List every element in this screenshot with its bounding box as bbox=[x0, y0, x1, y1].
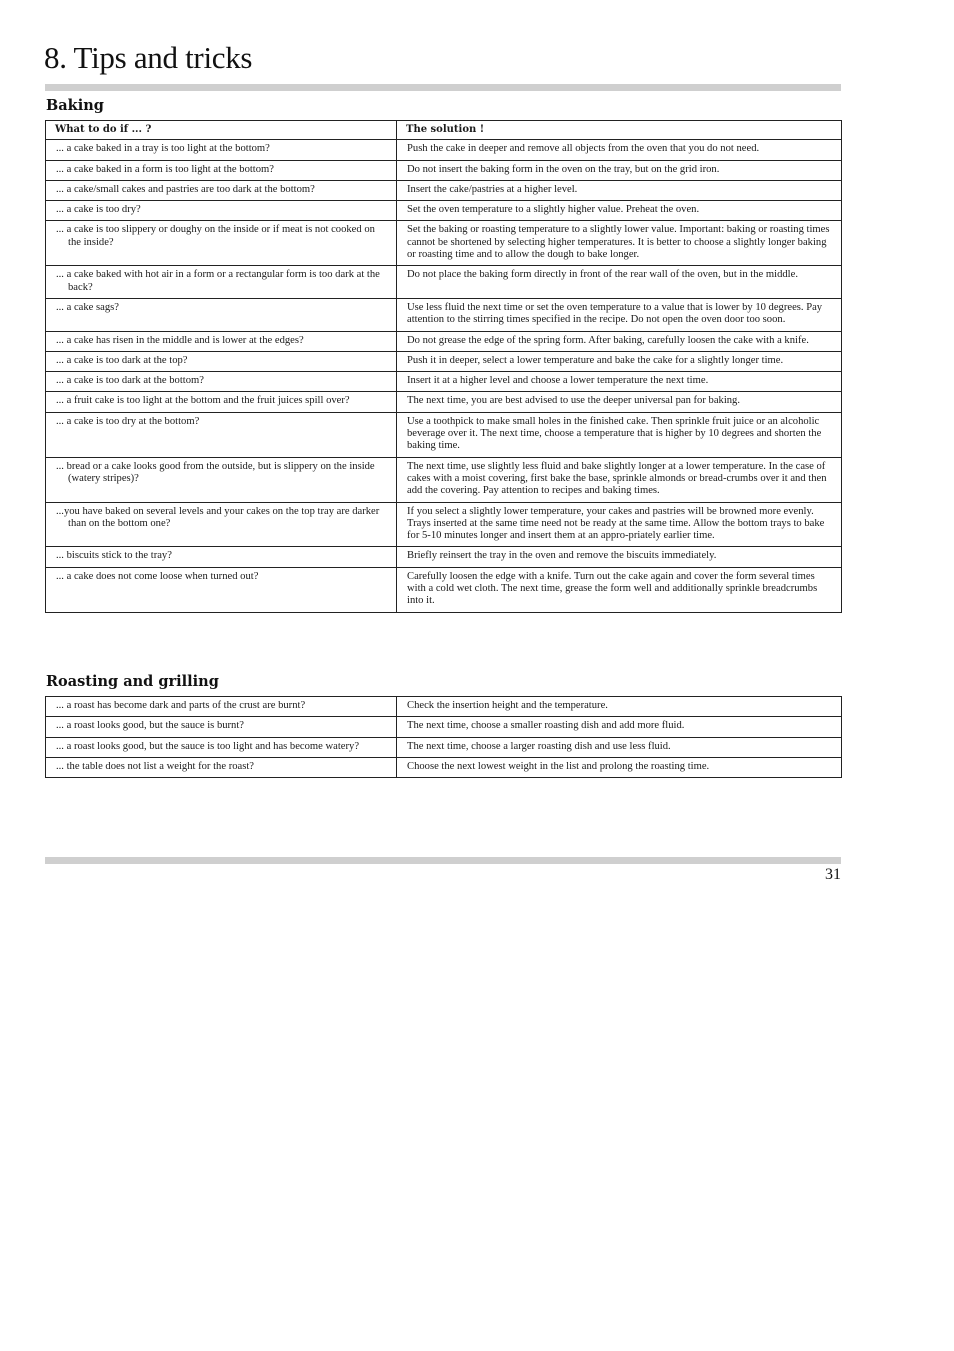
problem-text: ... a fruit cake is too light at the bottom and the fruit juices spill over? bbox=[56, 395, 350, 407]
solution-cell: Choose the next lowest weight in the list and prolong the roasting time. bbox=[397, 757, 842, 777]
problem-cell bbox=[46, 737, 397, 757]
problem-text: ... a cake baked in a tray is too light at the bottom? bbox=[56, 143, 270, 155]
problem-cell bbox=[46, 160, 397, 180]
solution-cell: Do not place the baking form directly in front of the rear wall of the oven, but in the middle. bbox=[397, 266, 842, 299]
solution-cell: Insert the cake/pastries at a higher level. bbox=[397, 180, 842, 200]
problem-cell bbox=[46, 298, 397, 331]
table-row bbox=[46, 180, 842, 200]
solution-cell: Carefully loosen the edge with a knife. Turn out the cake again and cover the form several times with a cold wet cloth. The next time, grease the form well and additionally sprinkle breadcrumbs into it. bbox=[397, 567, 842, 612]
table-row bbox=[46, 392, 842, 412]
problem-text: ... a cake/small cakes and pastries are too dark at the bottom? bbox=[56, 183, 315, 195]
baking-heading: Baking bbox=[46, 97, 104, 114]
table-header-row bbox=[46, 121, 842, 140]
problem-cell bbox=[46, 351, 397, 371]
table-row bbox=[46, 266, 842, 299]
roasting-table-body bbox=[46, 697, 842, 778]
problem-cell bbox=[46, 757, 397, 777]
solution-cell: Push the cake in deeper and remove all objects from the oven that you do not need. bbox=[397, 140, 842, 160]
problem-cell bbox=[46, 457, 397, 502]
problem-cell bbox=[46, 697, 397, 717]
problem-cell bbox=[46, 180, 397, 200]
solution-cell: The next time, choose a larger roasting dish and use less fluid. bbox=[397, 737, 842, 757]
solution-cell: The next time, choose a smaller roasting dish and add more fluid. bbox=[397, 717, 842, 737]
solution-cell: Push it in deeper, select a lower temperature and bake the cake for a slightly longer time. bbox=[397, 351, 842, 371]
table-row bbox=[46, 737, 842, 757]
problem-cell bbox=[46, 140, 397, 160]
page-number: 31 bbox=[825, 866, 841, 883]
problem-text: ... bread or a cake looks good from the outside, but is slippery on the inside (watery stripes)? bbox=[56, 460, 375, 484]
problem-text: ... the table does not list a weight for the roast? bbox=[56, 760, 254, 772]
footer-rule bbox=[45, 857, 841, 864]
solution-cell: Set the oven temperature to a slightly higher value. Preheat the oven. bbox=[397, 201, 842, 221]
problem-text: ... a cake baked in a form is too light at the bottom? bbox=[56, 163, 274, 175]
problem-text: ... a cake sags? bbox=[56, 301, 119, 313]
table-row bbox=[46, 412, 842, 457]
problem-text: ... a roast has become dark and parts of the crust are burnt? bbox=[56, 700, 306, 711]
problem-cell bbox=[46, 392, 397, 412]
solution-cell: Do not grease the edge of the spring form. After baking, carefully loosen the cake with a knife. bbox=[397, 331, 842, 351]
table-row bbox=[46, 547, 842, 567]
problem-cell bbox=[46, 331, 397, 351]
problem-text: ... a cake has risen in the middle and is lower at the edges? bbox=[56, 334, 304, 346]
solution-cell: Insert it at a higher level and choose a lower temperature the next time. bbox=[397, 372, 842, 392]
table-row bbox=[46, 221, 842, 266]
problem-text: ... a cake does not come loose when turned out? bbox=[56, 570, 259, 582]
problem-cell bbox=[46, 567, 397, 612]
table-row bbox=[46, 457, 842, 502]
solution-cell: Use a toothpick to make small holes in the finished cake. Then sprinkle fruit juice or an alcoholic beverage over it. The next time, choose a temperature that is higher by 10 degrees and shorten the baking time. bbox=[397, 412, 842, 457]
table-row bbox=[46, 567, 842, 612]
solution-cell: Do not insert the baking form in the oven on the tray, but on the grid iron. bbox=[397, 160, 842, 180]
page-title: 8. Tips and tricks bbox=[44, 40, 253, 75]
baking-table bbox=[45, 120, 842, 613]
problem-text: ... a cake is too dry at the bottom? bbox=[56, 415, 200, 427]
problem-text: ... a roast looks good, but the sauce is burnt? bbox=[56, 720, 245, 732]
solution-cell: Set the baking or roasting temperature to a slightly lower value. Important: baking or roasting times cannot be shortened by selecting higher temperatures. It is better to choose a slightly longer baking or roasting time and to allow the dough to bake longer. bbox=[397, 221, 842, 266]
problem-cell bbox=[46, 372, 397, 392]
table-row bbox=[46, 298, 842, 331]
table-row bbox=[46, 201, 842, 221]
problem-text: ... a cake is too dark at the bottom? bbox=[56, 375, 204, 387]
column-header-problem: What to do if ... ? bbox=[46, 121, 397, 140]
problem-text: ...you have baked on several levels and your cakes on the top tray are darker than on the bottom one? bbox=[56, 505, 380, 529]
solution-cell: The next time, use slightly less fluid and bake slightly longer at a lower temperature. In the case of cakes with a moist covering, first bake the base, sprinkle almonds or bread-crumbs over it and then add the covering. Pay attention to recipes and baking times. bbox=[397, 457, 842, 502]
problem-cell bbox=[46, 502, 397, 547]
problem-text: ... a cake baked with hot air in a form or a rectangular form is too dark at the back? bbox=[56, 269, 380, 293]
solution-cell: The next time, you are best advised to use the deeper universal pan for baking. bbox=[397, 392, 842, 412]
solution-cell: Check the insertion height and the temperature. bbox=[397, 697, 842, 717]
solution-cell: Briefly reinsert the tray in the oven and remove the biscuits immediately. bbox=[397, 547, 842, 567]
roasting-table bbox=[45, 696, 842, 778]
solution-cell: If you select a slightly lower temperature, your cakes and pastries will be browned more evenly. Trays inserted at the same time need not be ready at the same time. Allow the bottom trays to bake for 5-10 minutes longer and insert them at an appro-priately earlier time. bbox=[397, 502, 842, 547]
problem-cell bbox=[46, 266, 397, 299]
table-row bbox=[46, 160, 842, 180]
problem-text: ... a cake is too slippery or doughy on the inside or if meat is not cooked on the inside? bbox=[56, 224, 375, 248]
baking-table-body bbox=[46, 140, 842, 612]
problem-cell bbox=[46, 221, 397, 266]
table-row bbox=[46, 140, 842, 160]
column-header-solution: The solution ! bbox=[397, 121, 842, 140]
problem-text: ... a cake is too dark at the top? bbox=[56, 354, 188, 366]
roasting-heading: Roasting and grilling bbox=[46, 673, 219, 690]
table-row bbox=[46, 717, 842, 737]
table-row bbox=[46, 697, 842, 717]
table-row bbox=[46, 331, 842, 351]
table-row bbox=[46, 757, 842, 777]
table-row bbox=[46, 372, 842, 392]
problem-cell bbox=[46, 547, 397, 567]
problem-text: ... biscuits stick to the tray? bbox=[56, 550, 172, 562]
problem-text: ... a cake is too dry? bbox=[56, 204, 141, 216]
problem-cell bbox=[46, 201, 397, 221]
solution-cell: Use less fluid the next time or set the oven temperature to a value that is lower by 10 degrees. Pay attention to the stirring times specified in the recipe. Do not open the oven door too soon. bbox=[397, 298, 842, 331]
table-row bbox=[46, 502, 842, 547]
problem-cell bbox=[46, 717, 397, 737]
problem-cell bbox=[46, 412, 397, 457]
header-rule bbox=[45, 84, 841, 91]
problem-text: ... a roast looks good, but the sauce is too light and has become watery? bbox=[56, 740, 360, 752]
table-row bbox=[46, 351, 842, 371]
